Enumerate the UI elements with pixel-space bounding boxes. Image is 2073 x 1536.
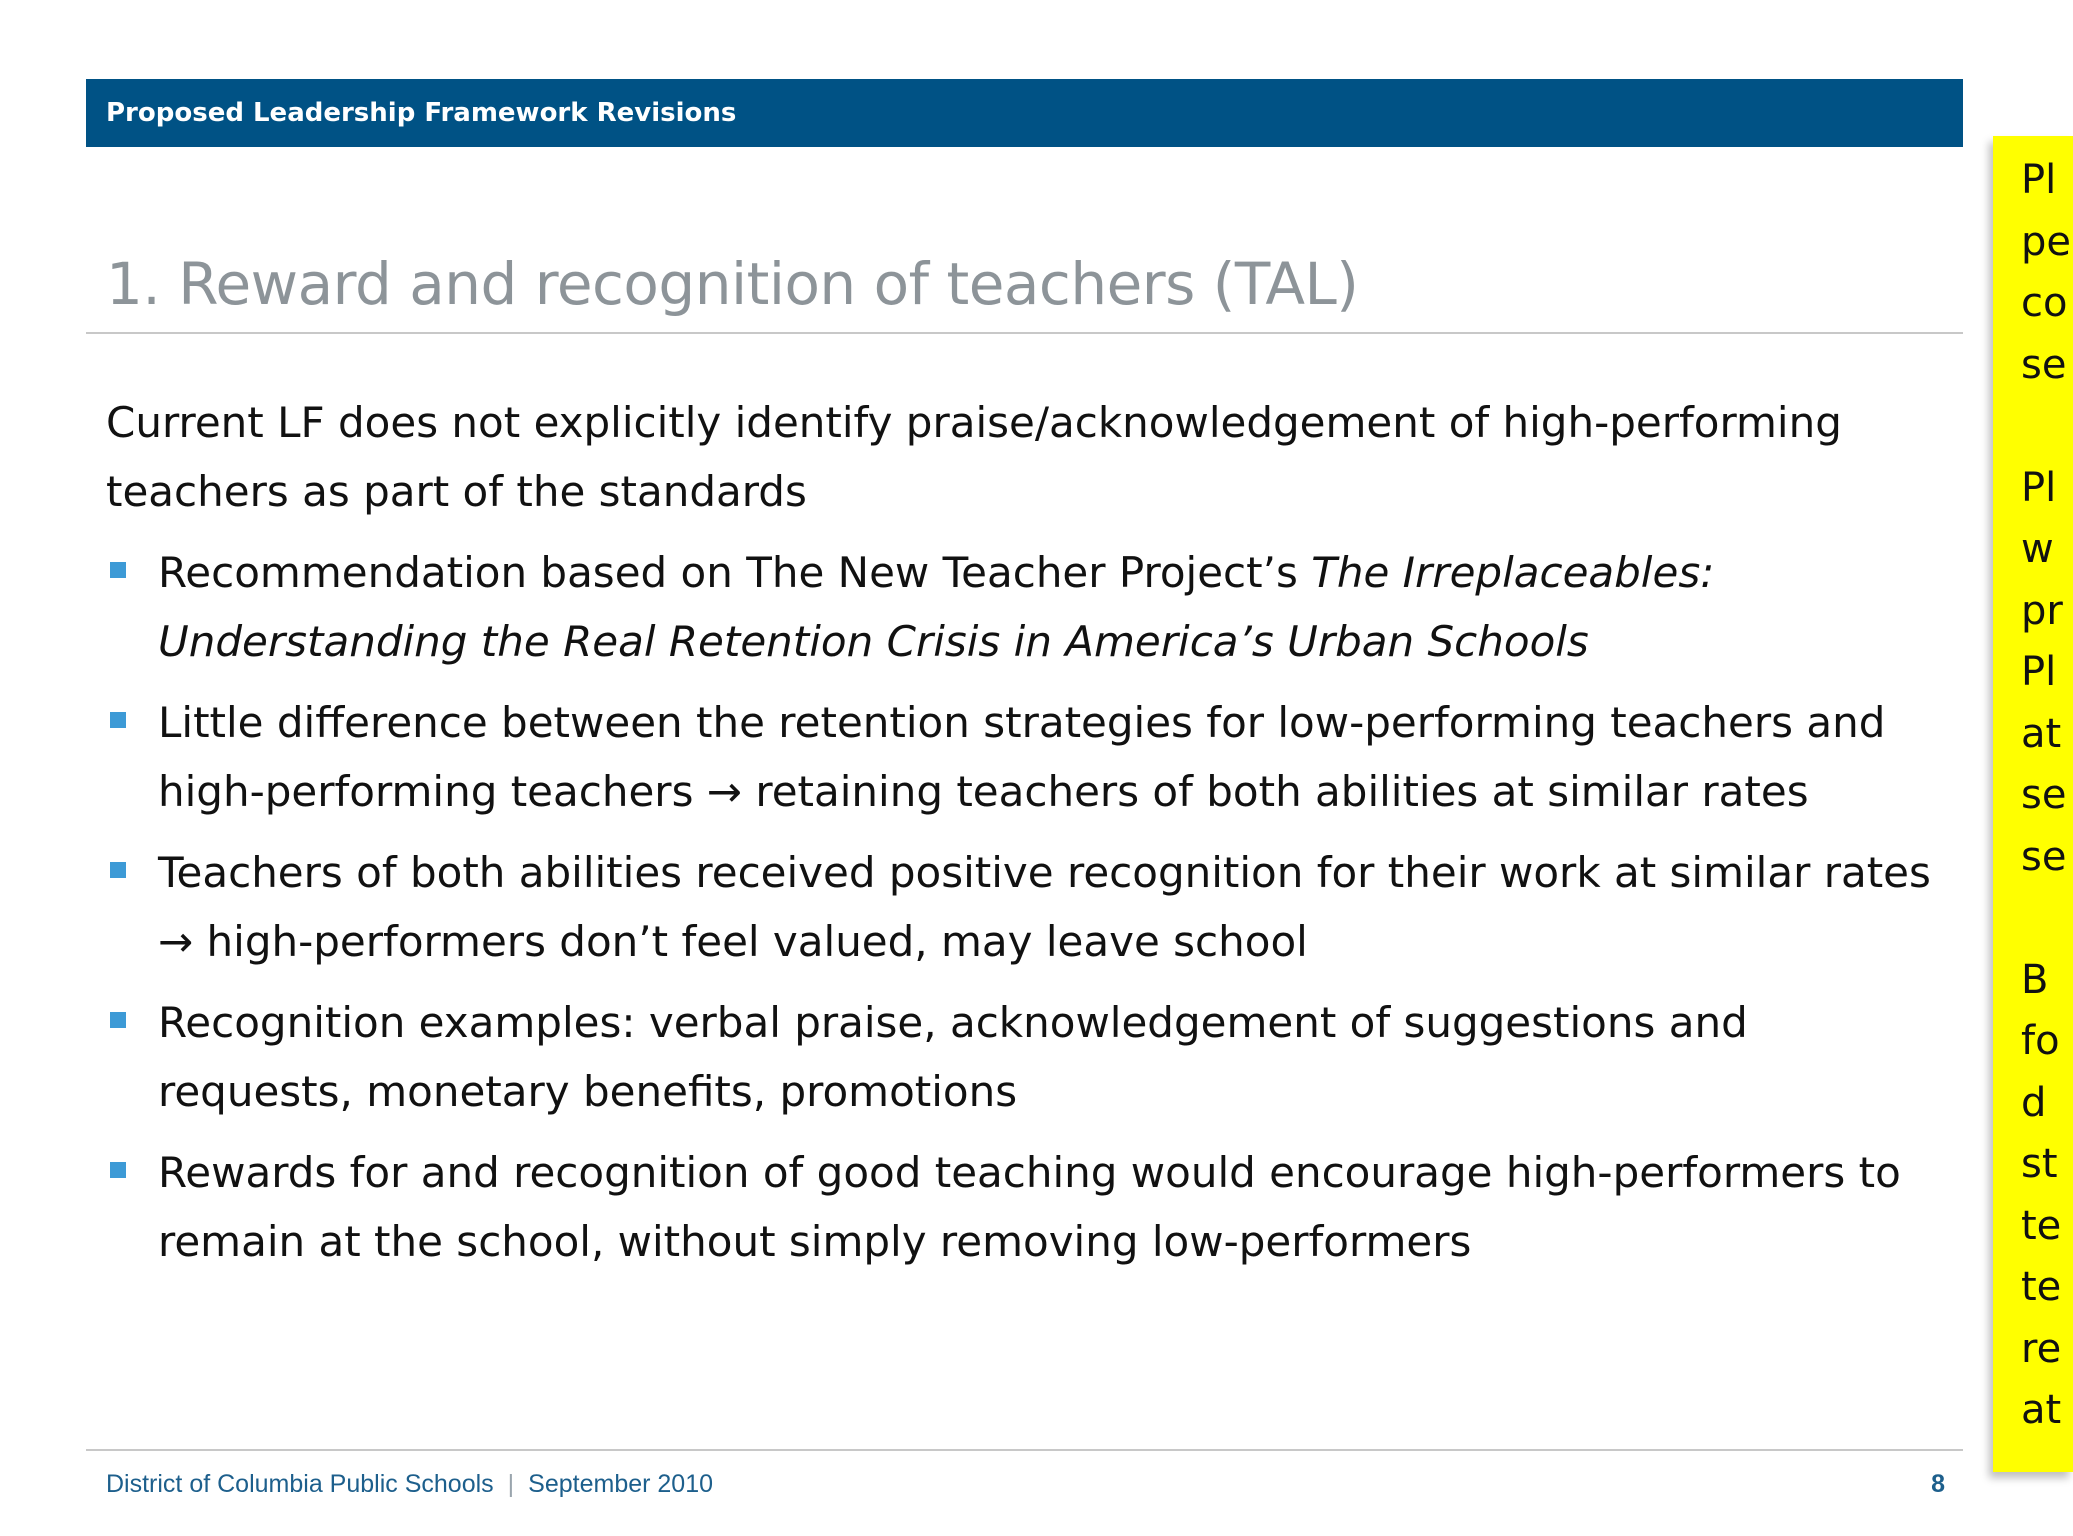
header-title: Proposed Leadership Framework Revisions [106,98,737,128]
page-number: 8 [1931,1470,1945,1498]
bullet-item [106,1138,1946,1276]
bullet-item [106,688,1946,826]
footer-separator: | [507,1470,515,1498]
header-bar [86,79,1963,147]
bullet-list [106,538,1946,1276]
sticky-note[interactable] [1993,136,2073,1472]
footer-date: September 2010 [528,1470,714,1498]
bullet-item [106,838,1946,976]
footer-organization: District of Columbia Public Schools [106,1470,494,1498]
title-divider [86,332,1963,334]
sticky-note-text: Pl pe co se Pl w pr Pl at se se B fo d st te te re at [2021,157,2071,1433]
bullet-item [106,988,1946,1126]
bullet-text: Teachers of both abilities received positive recognition for their work at similar rates → high-performers don’t feel valued, may leave school [158,848,1931,966]
bullet-text: Rewards for and recognition of good teaching would encourage high-performers to remain at the school, without simply removing low-performers [158,1148,1901,1266]
square-bullet-icon [110,712,126,728]
footer [106,1470,713,1499]
bullet-text: Recognition examples: verbal praise, acknowledgement of suggestions and requests, monetary benefits, promotions [158,998,1748,1116]
intro-text: Current LF does not explicitly identify praise/acknowledgement of high-performing teachers as part of the standards [106,398,1842,516]
square-bullet-icon [110,1162,126,1178]
bullet-text: Recommendation based on The New Teacher Project’s [158,548,1312,597]
footer-divider [86,1449,1963,1451]
square-bullet-icon [110,862,126,878]
square-bullet-icon [110,562,126,578]
square-bullet-icon [110,1012,126,1028]
bullet-item [106,538,1946,676]
slide-title: 1. Reward and recognition of teachers (TAL) [106,250,1359,318]
report-title-italic: The Irreplaceables: Understanding the Real Retention Crisis in America’s Urban Schools [158,548,1715,666]
bullet-text: Little difference between the retention strategies for low-performing teachers and high-performing teachers → retaining teachers of both abilities at similar rates [158,698,1886,816]
slide-body [106,388,1946,1288]
